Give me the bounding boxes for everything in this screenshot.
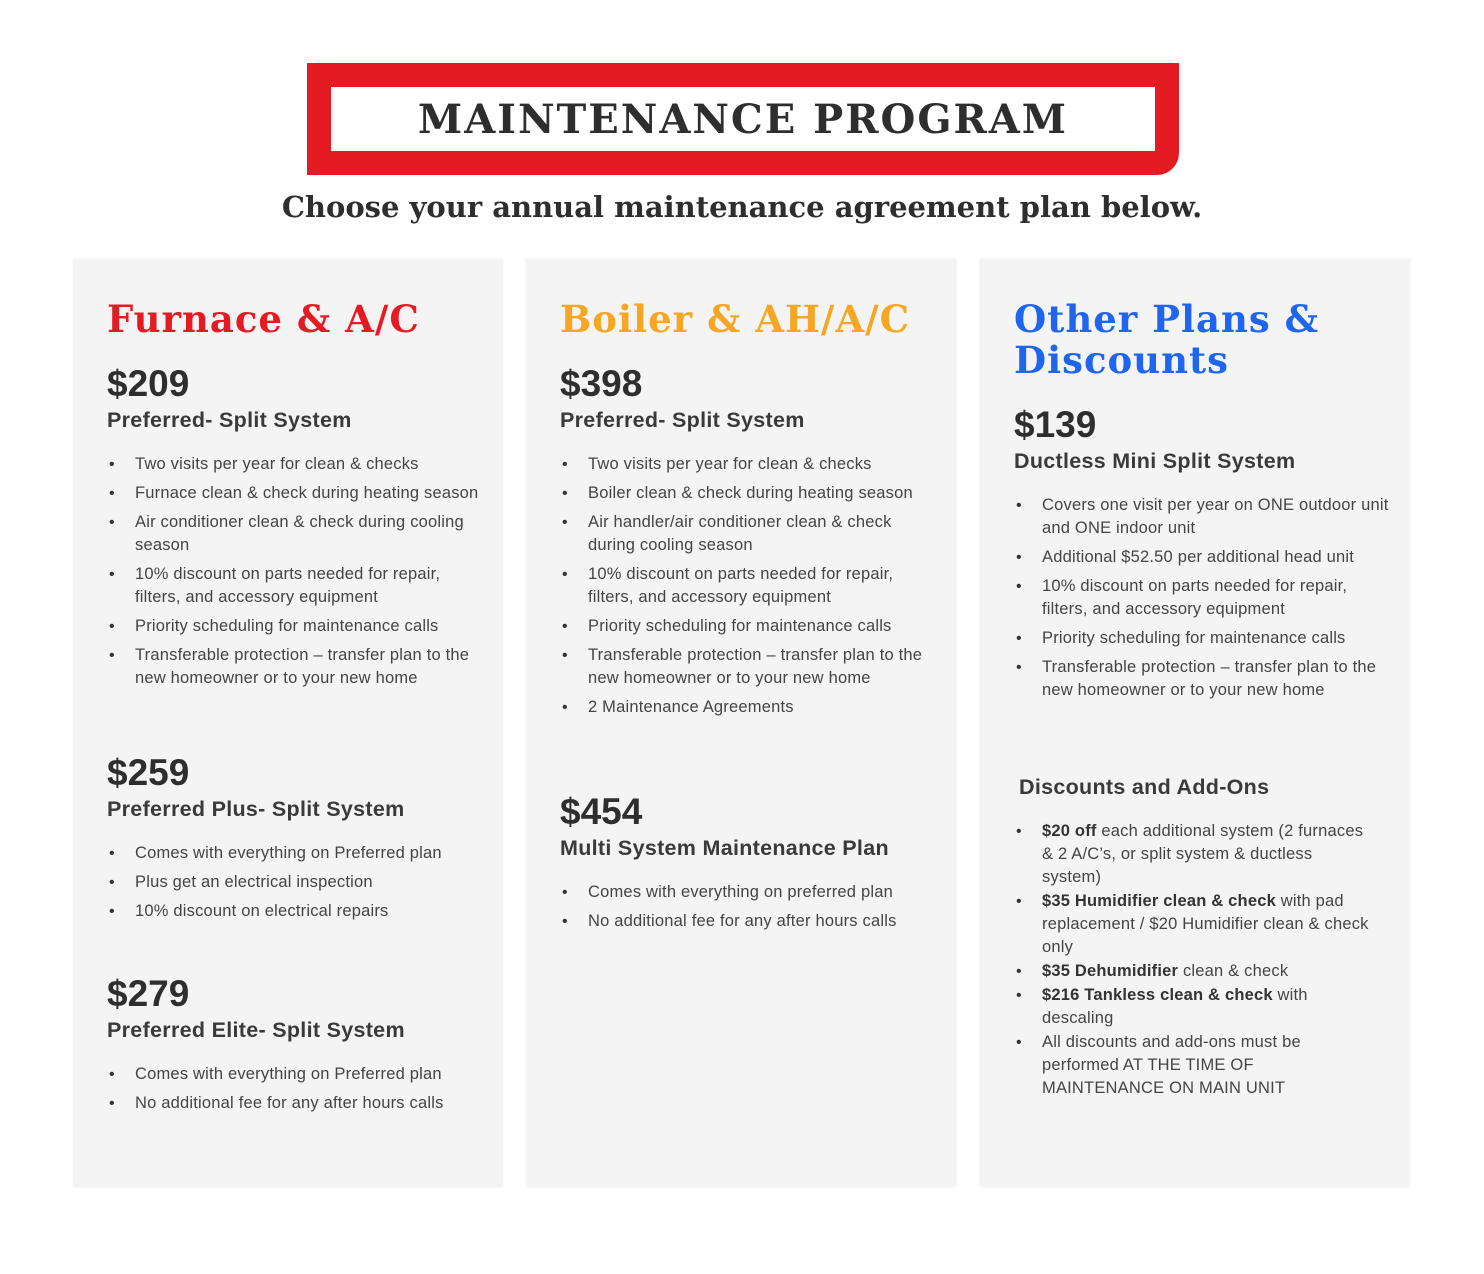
list-item: • Transferable protection – transfer plan to the new homeowner or to your new home <box>107 644 487 690</box>
list-item: • Additional $52.50 per additional head unit <box>1014 546 1394 569</box>
discount-highlight: $35 Dehumidifier <box>1042 962 1179 980</box>
plan-name: Ductless Mini Split System <box>1014 449 1296 473</box>
list-item <box>1014 890 1374 959</box>
discount-text: each additional system (2 furnaces & 2 A/C’s, or split system & ductless system) <box>1042 822 1364 886</box>
feature-list <box>107 1063 487 1121</box>
list-item: • Plus get an electrical inspection <box>107 871 487 894</box>
plan-price: $279 <box>107 973 190 1014</box>
card-title: Furnace & A/C <box>107 297 420 341</box>
list-item: • Air conditioner clean & check during cooling season <box>107 511 487 557</box>
plan-name: Preferred- Split System <box>560 408 805 432</box>
discounts-heading: Discounts and Add-Ons <box>1019 775 1270 799</box>
plan-price: $209 <box>107 363 190 404</box>
list-item <box>1014 820 1374 889</box>
plan-price: $454 <box>560 791 643 832</box>
plan-name: Multi System Maintenance Plan <box>560 836 889 860</box>
list-item: • Boiler clean & check during heating season <box>560 482 940 505</box>
list-item: • Covers one visit per year on ONE outdoor unit and ONE indoor unit <box>1014 494 1394 540</box>
list-item: • 10% discount on parts needed for repair, filters, and accessory equipment <box>107 563 487 609</box>
plan-price: $259 <box>107 752 190 793</box>
list-item: • Comes with everything on preferred plan <box>560 881 930 904</box>
plan-card-boiler-ah-ac <box>526 259 956 1187</box>
list-item: • Air handler/air conditioner clean & check during cooling season <box>560 511 940 557</box>
discount-highlight: $216 Tankless clean & check <box>1042 986 1273 1004</box>
list-item: • 10% discount on electrical repairs <box>107 900 487 923</box>
plan-price: $398 <box>560 363 643 404</box>
feature-list <box>107 453 487 696</box>
plan-name: Preferred- Split System <box>107 408 352 432</box>
title-banner-inner <box>331 87 1155 151</box>
list-item: • Two visits per year for clean & checks <box>107 453 487 476</box>
plan-name: Preferred Plus- Split System <box>107 797 405 821</box>
page-subtitle: Choose your annual maintenance agreement plan below. <box>281 190 1203 224</box>
list-item <box>1014 960 1374 983</box>
list-item: • Comes with everything on Preferred plan <box>107 1063 487 1086</box>
list-item: • Two visits per year for clean & checks <box>560 453 940 476</box>
card-title: Boiler & AH/A/C <box>560 297 911 341</box>
list-item: • Priority scheduling for maintenance calls <box>107 615 487 638</box>
feature-list <box>1014 494 1394 708</box>
list-item: • 10% discount on parts needed for repair, filters, and accessory equipment <box>1014 575 1394 621</box>
list-item <box>1014 1031 1374 1100</box>
feature-list <box>107 842 487 929</box>
list-item: • Priority scheduling for maintenance calls <box>1014 627 1394 650</box>
discount-text: All discounts and add-ons must be performed AT THE TIME OF MAINTENANCE ON MAIN UNIT <box>1042 1033 1301 1097</box>
plan-price: $139 <box>1014 404 1097 445</box>
discount-text: with descaling <box>1042 986 1308 1027</box>
discounts-list <box>1014 820 1374 1101</box>
discount-text: with pad replacement / $20 Humidifier clean & check only <box>1042 892 1369 956</box>
page-title: MAINTENANCE PROGRAM <box>417 95 1069 143</box>
list-item: • 2 Maintenance Agreements <box>560 696 940 719</box>
discount-highlight: $20 off <box>1042 822 1097 840</box>
feature-list <box>560 881 930 939</box>
list-item: • Priority scheduling for maintenance calls <box>560 615 940 638</box>
list-item: • Comes with everything on Preferred plan <box>107 842 487 865</box>
discount-text: clean & check <box>1178 962 1289 980</box>
list-item: • No additional fee for any after hours calls <box>107 1092 487 1115</box>
feature-list <box>560 453 940 725</box>
list-item <box>1014 984 1374 1030</box>
list-item: • 10% discount on parts needed for repair, filters, and accessory equipment <box>560 563 940 609</box>
plan-name: Preferred Elite- Split System <box>107 1018 405 1042</box>
discount-highlight: $35 Humidifier clean & check <box>1042 892 1276 910</box>
list-item: • Furnace clean & check during heating season <box>107 482 487 505</box>
list-item: • Transferable protection – transfer plan to the new homeowner or to your new home <box>1014 656 1394 702</box>
list-item: • No additional fee for any after hours calls <box>560 910 930 933</box>
title-banner <box>307 63 1179 175</box>
card-title: Other Plans & Discounts <box>1014 297 1320 382</box>
list-item: • Transferable protection – transfer plan to the new homeowner or to your new home <box>560 644 940 690</box>
plan-card-furnace-ac <box>73 259 503 1187</box>
plan-card-other-plans-discounts <box>980 259 1410 1187</box>
